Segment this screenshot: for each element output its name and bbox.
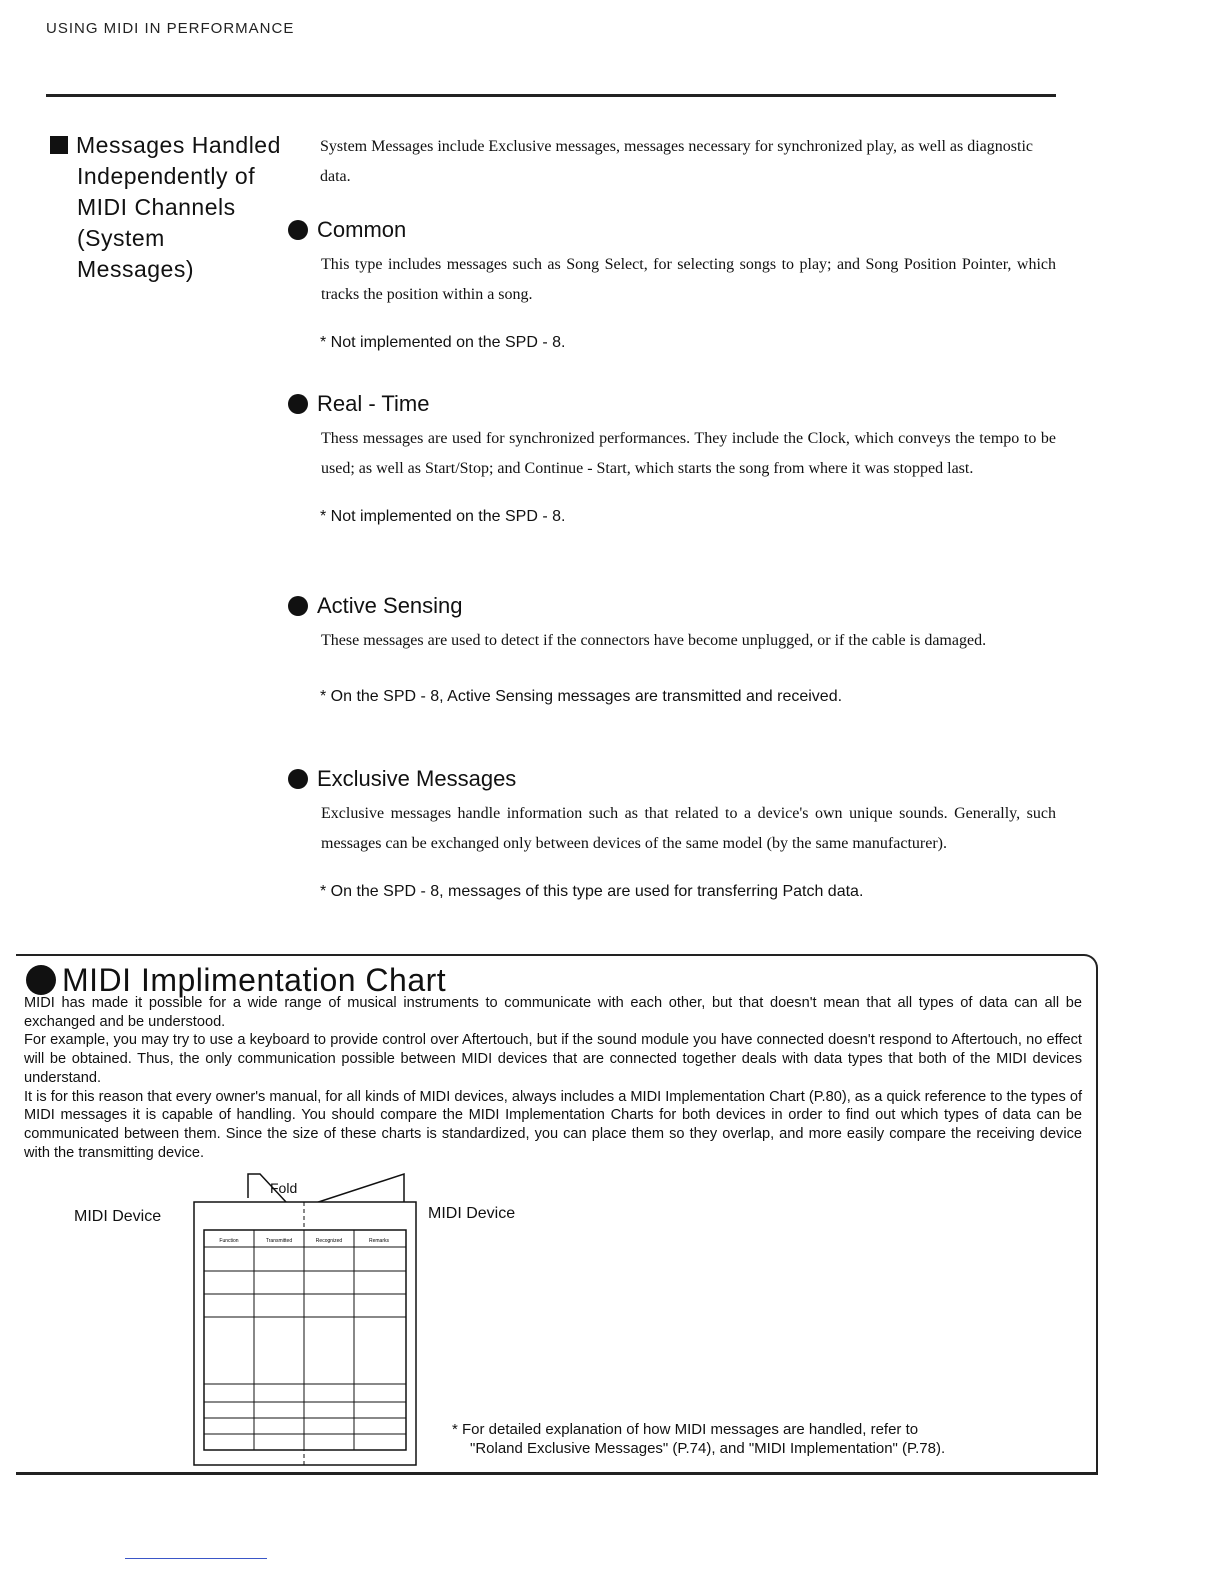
chart-section-body: [24, 994, 1082, 1162]
section-title-line: (System: [77, 225, 165, 251]
midi-device-label-right: MIDI Device: [428, 1205, 516, 1222]
section-title-line: MIDI Channels: [77, 194, 236, 220]
subsection-body: This type includes messages such as Song Select, for selecting songs to play; and Song Position Pointer, which tracks the position within a song.: [321, 256, 1056, 303]
table-col-header: Remarks: [368, 1238, 390, 1244]
subsection-heading-text: Common: [317, 217, 407, 242]
subsection-body: These messages are used to detect if the connectors have become unplugged, or if the cable is damaged.: [321, 632, 987, 649]
overlapping-charts-diagram: [190, 1172, 422, 1472]
section-title: [50, 130, 290, 285]
bullet-dot-icon: [288, 596, 308, 616]
section-title-line: Independently of: [77, 163, 256, 189]
fold-label: Fold: [270, 1180, 298, 1196]
subsection-note: * Not implemented on the SPD - 8.: [320, 508, 566, 525]
subsection-heading: [288, 216, 1068, 244]
subsection-heading: [288, 765, 1068, 793]
bullet-dot-icon: [288, 220, 308, 240]
subsection-note: * Not implemented on the SPD - 8.: [320, 334, 566, 351]
bottom-rule: [125, 1558, 267, 1559]
subsection-heading-text: Exclusive Messages: [317, 766, 517, 791]
chart-footnote-line: * For detailed explanation of how MIDI messages are handled, refer to: [452, 1421, 919, 1438]
chart-paragraph: It is for this reason that every owner's manual, for all kinds of MIDI devices, always includes a MIDI Implementation Chart (P.80), as a quick reference to the types of MIDI messages it is capable of handling. You should compare the MIDI Implementation Charts for both devices in order to find out which types of data can be communicated between them. Since the size of these charts is standardized, you can place them so they overlap, and more easily compare the receiving device with the transmitting device.: [24, 1088, 1082, 1161]
subsection-heading: [288, 592, 1068, 620]
subsection-body: Exclusive messages handle information such as that related to a device's own unique sounds. Generally, such messages can be exchanged only between devices of the same model (by the same manufacturer).: [321, 805, 1056, 852]
bullet-dot-icon: [26, 965, 56, 995]
midi-device-label-left: MIDI Device: [74, 1208, 162, 1225]
subsection-real-time: [288, 390, 1068, 528]
subsection-heading-text: Real - Time: [317, 391, 430, 416]
subsection-common: [288, 216, 1068, 354]
top-rule: [46, 94, 1056, 97]
section-intro: System Messages include Exclusive messages, messages necessary for synchronized play, as well as diagnostic data.: [320, 138, 1033, 185]
bullet-dot-icon: [288, 394, 308, 414]
table-col-header: Function: [219, 1238, 239, 1244]
bullet-dot-icon: [288, 769, 308, 789]
square-bullet-icon: [50, 136, 68, 154]
chart-footnote-line: "Roland Exclusive Messages" (P.74), and "MIDI Implementation" (P.78).: [470, 1440, 946, 1457]
chart-paragraph: MIDI has made it possible for a wide range of musical instruments to communicate with each other, but that doesn't mean that all types of data can all be exchanged and be understood.: [24, 995, 1082, 1030]
chart-footnote: [452, 1420, 945, 1458]
subsection-exclusive: [288, 765, 1068, 903]
chart-paragraph: For example, you may try to use a keyboard to provide control over Aftertouch, but if the sound module you have connected doesn't respond to Aftertouch, no effect will be obtained. Thus, the only communication possible between MIDI devices that are connected together deals with data types that both of the MIDI devices understand.: [24, 1032, 1082, 1086]
table-col-header: Recognized: [315, 1238, 343, 1244]
subsection-heading-text: Active Sensing: [317, 593, 463, 618]
subsection-note: * On the SPD - 8, messages of this type are used for transferring Patch data.: [320, 883, 864, 900]
subsection-active-sensing: [288, 592, 1068, 708]
subsection-note: * On the SPD - 8, Active Sensing messages are transmitted and received.: [320, 688, 843, 705]
chart-section-heading-text: MIDI Implimentation Chart: [62, 962, 447, 998]
table-col-header: Transmitted: [265, 1238, 293, 1244]
section-title-line: Messages Handled: [76, 132, 281, 158]
running-head: USING MIDI IN PERFORMANCE: [46, 20, 295, 37]
section-title-line: Messages): [77, 256, 194, 282]
chart-section-heading: [26, 962, 446, 998]
subsection-heading: [288, 390, 1068, 418]
subsection-body: Thess messages are used for synchronized performances. They include the Clock, which conveys the tempo to be used; as well as Start/Stop; and Continue - Start, which starts the song from where it was stopped last.: [321, 430, 1056, 477]
